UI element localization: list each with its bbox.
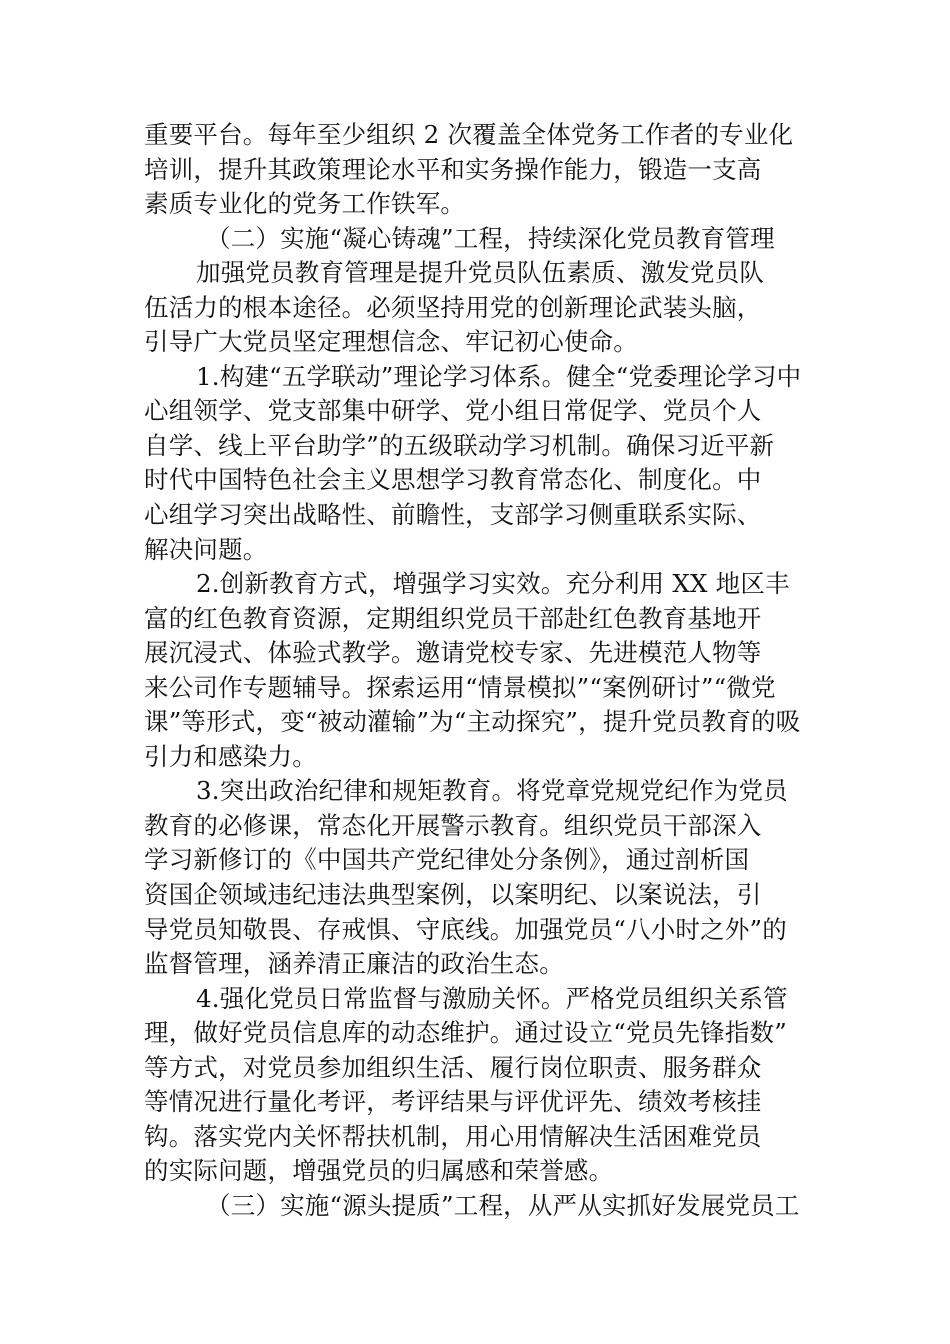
body-line: 钩。落实党内关怀帮扶机制，用心用情解决生活困难党员: [144, 1121, 762, 1151]
document-body: [144, 118, 808, 1224]
item-3-title-line: 3.突出政治纪律和规矩教育。将党章党规党纪作为党员: [196, 776, 788, 806]
section-heading-3: （三）实施“源头提质”工程，从严从实抓好发展党员工: [206, 1190, 800, 1220]
body-line: 培训，提升其政策理论水平和实务操作能力，锻造一支高: [144, 154, 762, 184]
body-line: 引力和感染力。: [144, 741, 317, 771]
body-line: 等方式，对党员参加组织生活、履行岗位职责、服务群众: [144, 1052, 762, 1082]
body-line: 富的红色教育资源，定期组织党员干部赴红色教育基地开: [144, 603, 762, 633]
body-line: 解决问题。: [144, 534, 268, 564]
body-line: 课”等形式，变“被动灌输”为“主动探究”，提升党员教育的吸: [144, 707, 801, 737]
body-line: 心组学习突出战略性、前瞻性，支部学习侧重联系实际、: [144, 500, 762, 530]
item-2-title-line: 2.创新教育方式，增强学习实效。充分利用 XX 地区丰: [196, 569, 790, 599]
body-line: 自学、线上平台助学”的五级联动学习机制。确保习近平新: [144, 430, 775, 460]
body-line: 资国企领域违纪违法典型案例，以案明纪、以案说法，引: [144, 880, 762, 910]
body-line: 重要平台。每年至少组织 2 次覆盖全体党务工作者的专业化: [144, 120, 794, 149]
body-line: 等情况进行量化考评，考评结果与评优评先、绩效考核挂: [144, 1087, 762, 1117]
body-line: 素质专业化的党务工作铁军。: [144, 189, 466, 219]
item-1-title-line: 1.构建“五学联动”理论学习体系。健全“党委理论学习中: [196, 361, 802, 391]
body-line: 学习新修订的《中国共产党纪律处分条例》，通过剖析国: [144, 845, 750, 875]
body-line: 伍活力的根本途径。必须坚持用党的创新理论武装头脑，: [144, 292, 762, 322]
paragraph-start-line: 加强党员教育管理是提升党员队伍素质、激发党员队: [196, 258, 765, 288]
body-line: 心组领学、党支部集中研学、党小组日常促学、党员个人: [144, 396, 762, 426]
body-line: 教育的必修课，常态化开展警示教育。组织党员干部深入: [144, 810, 762, 840]
body-line: 的实际问题，增强党员的归属感和荣誉感。: [144, 1156, 614, 1186]
body-line: 来公司作专题辅导。探索运用“情景模拟”“案例研讨”“微党: [144, 672, 776, 702]
body-line: 展沉浸式、体验式教学。邀请党校专家、先进模范人物等: [144, 638, 762, 668]
body-line: 监督管理，涵养清正廉洁的政治生态。: [144, 949, 564, 979]
item-4-title-line: 4.强化党员日常监督与激励关怀。严格党员组织关系管: [196, 983, 788, 1013]
body-line: 引导广大党员坚定理想信念、牢记初心使命。: [144, 327, 638, 357]
section-heading-2: （二）实施“凝心铸魂”工程，持续深化党员教育管理: [206, 223, 775, 253]
body-line: 理，做好党员信息库的动态维护。通过设立“党员先锋指数”: [144, 1018, 787, 1048]
body-line: 时代中国特色社会主义思想学习教育常态化、制度化。中: [144, 465, 762, 495]
body-line: 导党员知敬畏、存戒惧、守底线。加强党员“八小时之外”的: [144, 914, 787, 944]
